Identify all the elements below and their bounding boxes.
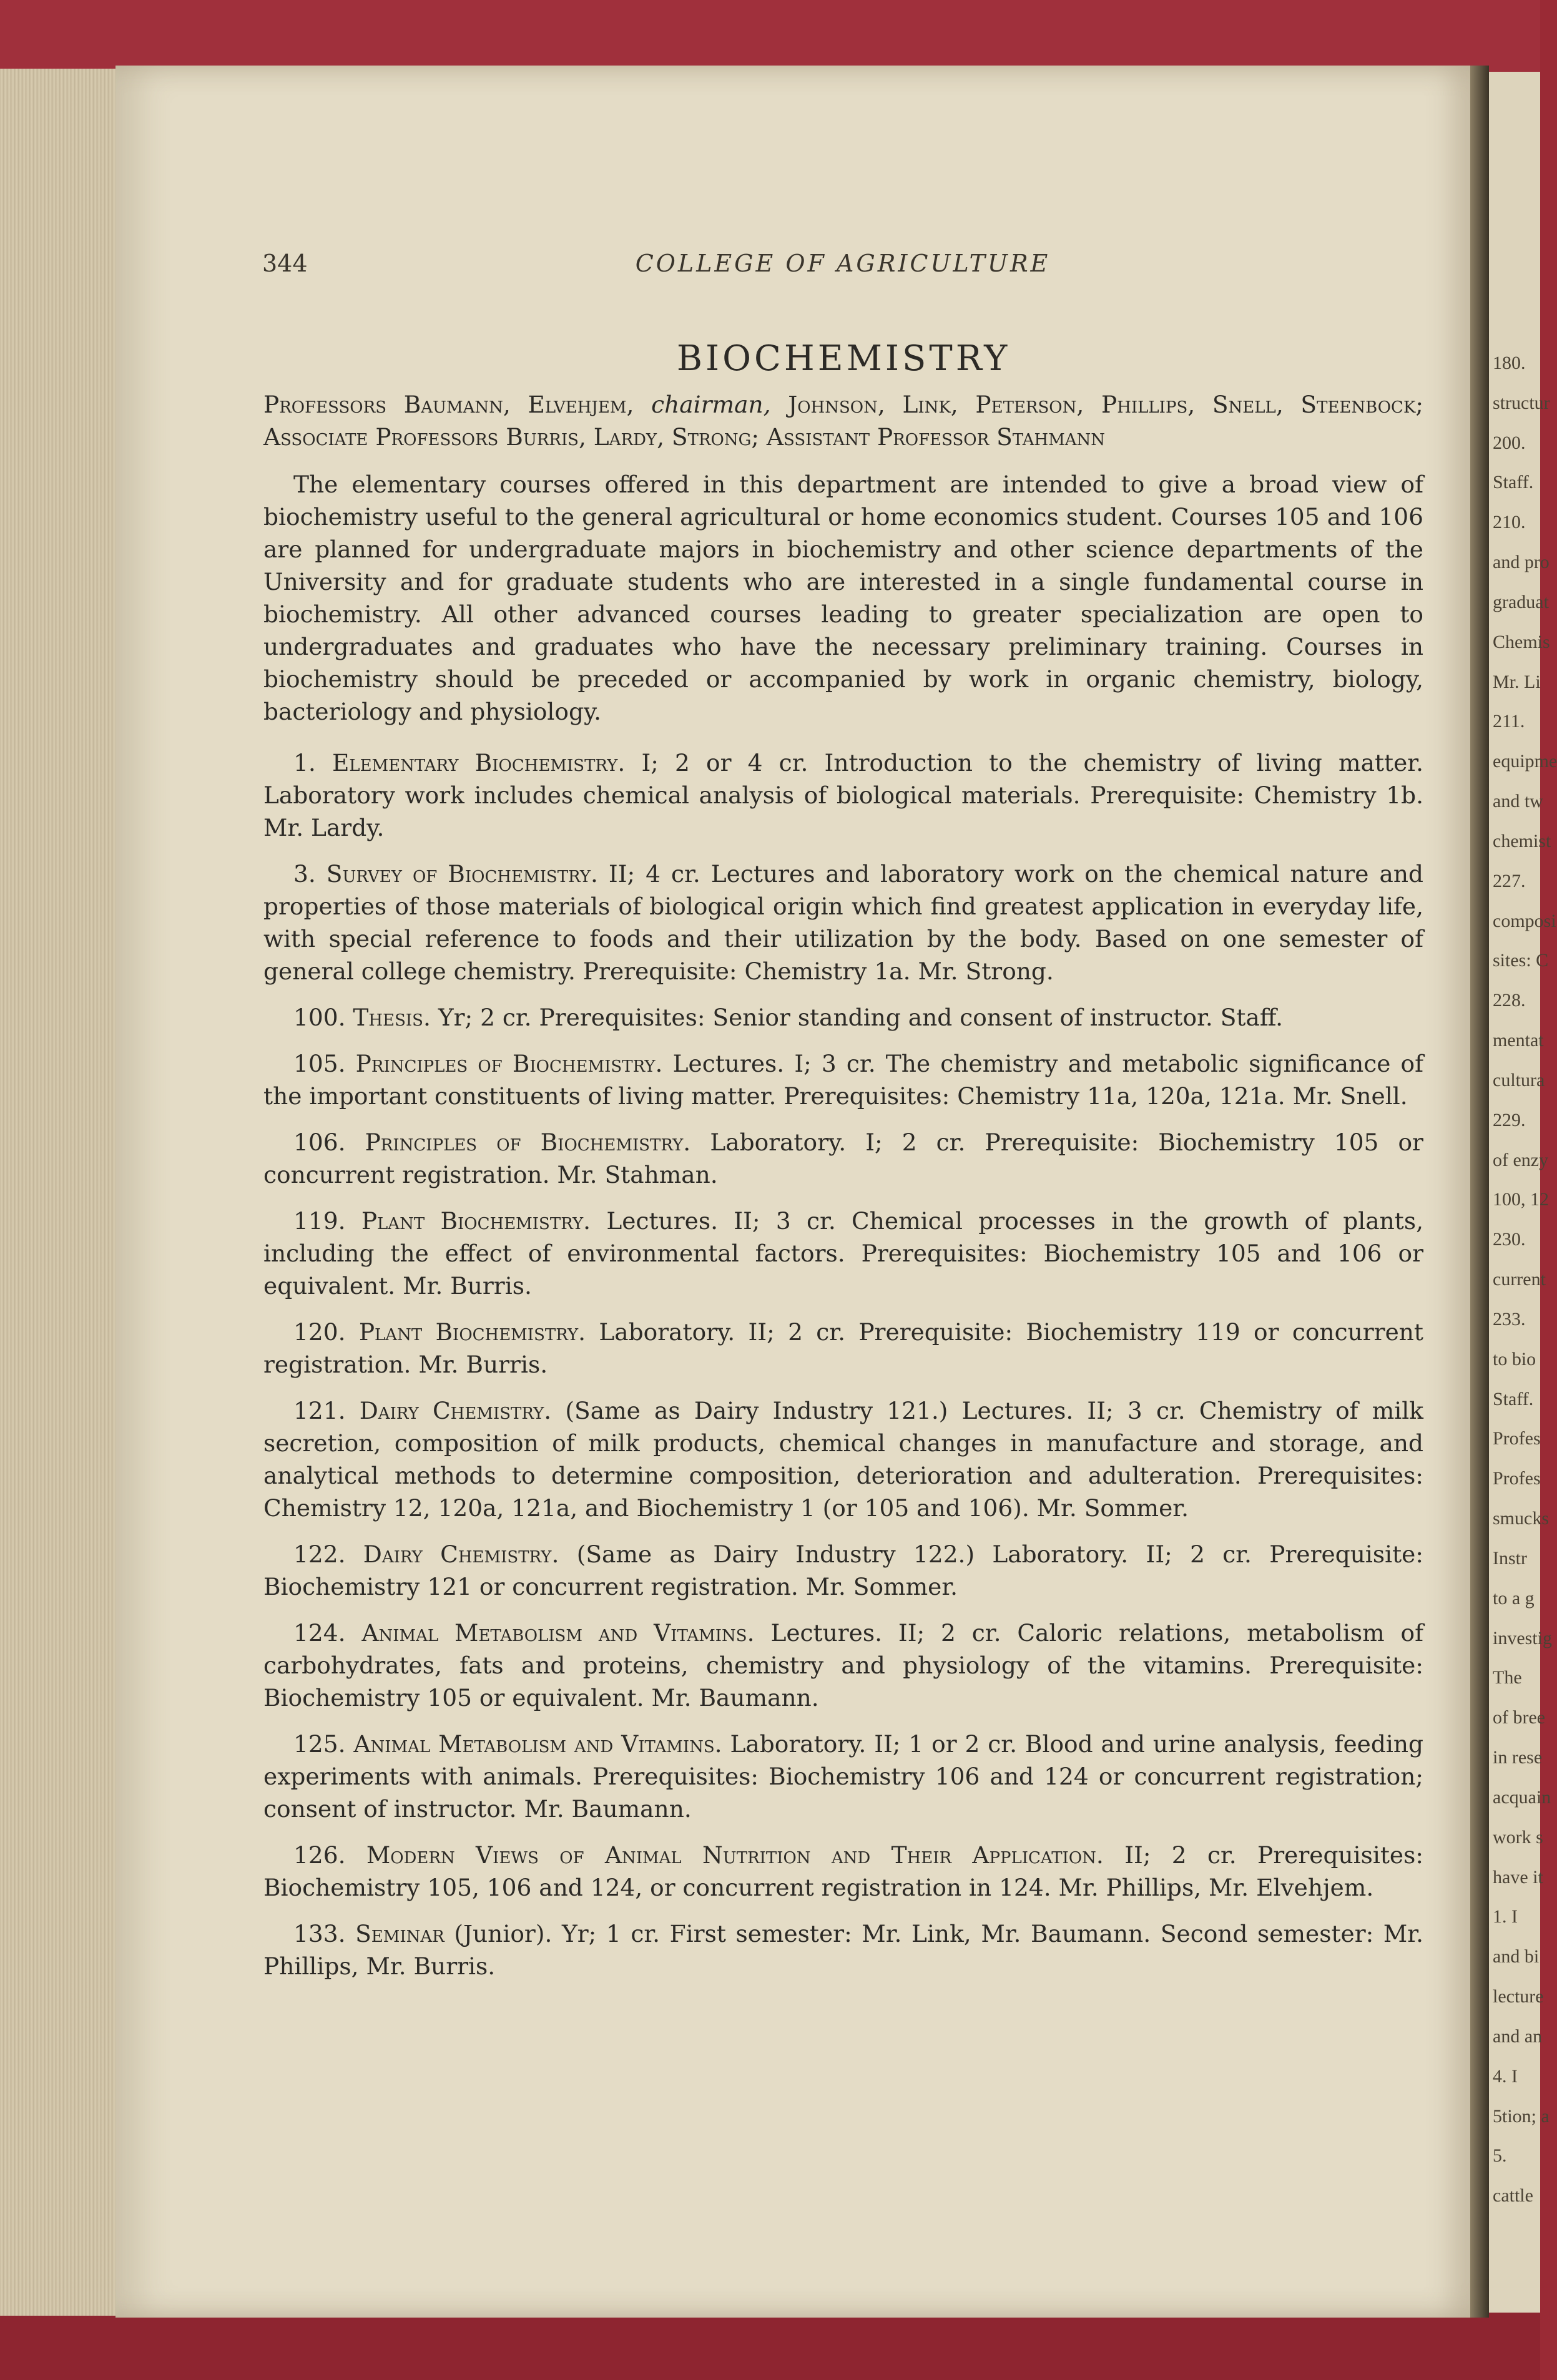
course-description: (Junior). Yr; 1 cr. First semester: Mr. Link, Mr. Baumann. Second semester: Mr. Phillips, Mr. Burris. [263, 1920, 1424, 1980]
adjacent-page-fragment: composi [1493, 911, 1556, 931]
associate-professors-names: Burris, Lardy, Strong; [506, 423, 759, 451]
adjacent-page-fragment: and an [1493, 2026, 1543, 2047]
course-number: 125. [293, 1730, 346, 1758]
course-title: Modern Views of Animal Nutrition and Their Application. [366, 1841, 1104, 1869]
course-title: Principles of Biochemistry. [365, 1129, 691, 1156]
course-list [263, 747, 1423, 1982]
course-description: Laboratory. II; 1 or 2 cr. Blood and urine analysis, feeding experiments with animals. Prerequisites: Biochemistry 106 and 124 or concurrent registration; consent of instructor. Mr. Baumann. [263, 1730, 1424, 1823]
adjacent-page-fragment: in rese [1493, 1747, 1543, 1768]
course-number: 121. [293, 1397, 346, 1424]
course-number: 105. [293, 1050, 346, 1077]
section-title: BIOCHEMISTRY [676, 338, 1011, 379]
adjacent-page-fragment: and tw [1493, 791, 1543, 811]
adjacent-page-fragment: investig [1493, 1628, 1552, 1648]
course-entry [263, 1538, 1423, 1603]
adjacent-page-fragment: 228. [1493, 990, 1526, 1011]
course-number: 126. [293, 1841, 346, 1869]
page-edges [0, 69, 125, 2316]
course-title: Animal Metabolism and Vitamins. [353, 1730, 722, 1758]
professors-names: Baumann, Elvehjem, [403, 391, 634, 418]
course-number: 3. [293, 860, 316, 888]
adjacent-page-fragment: cultura [1493, 1070, 1545, 1090]
professors-names-rest: Johnson, Link, Peterson, Phillips, Snell, Steenbock; [788, 391, 1424, 418]
course-number: 120. [293, 1318, 346, 1346]
adjacent-page [1489, 72, 1557, 2313]
adjacent-page-fragment: and bi [1493, 1946, 1540, 1967]
course-number: 119. [293, 1207, 346, 1235]
page-content [263, 337, 1423, 1996]
course-title: Thesis. [353, 1004, 431, 1031]
course-title: Elementary Biochemistry. [332, 749, 626, 776]
course-title: Dairy Chemistry. [363, 1540, 559, 1568]
adjacent-page-fragment: Instr [1493, 1548, 1527, 1569]
course-description: II; 2 cr. Prerequisites: Biochemistry 105, 106 and 124, or concurrent registration in 124. Mr. Phillips, Mr. Elvehjem. [263, 1841, 1423, 1901]
adjacent-page-fragment: of bree [1493, 1707, 1546, 1728]
adjacent-page-fragment: 200. [1493, 433, 1526, 453]
course-title: Principles of Biochemistry. [355, 1050, 663, 1077]
course-entry [263, 1001, 1423, 1034]
adjacent-page-fragment: 233. [1493, 1309, 1526, 1330]
course-number: 100. [293, 1004, 346, 1031]
adjacent-page-fragment: smucks [1493, 1508, 1549, 1529]
adjacent-page-fragment: The [1493, 1667, 1522, 1688]
book-gutter [1470, 66, 1489, 2318]
adjacent-page-fragment: to bio [1493, 1349, 1536, 1369]
adjacent-page-fragment: 100, 12 [1493, 1189, 1549, 1210]
associate-professors-label: Associate Professors [263, 423, 499, 451]
course-number: 133. [293, 1920, 346, 1947]
chairman-label: chairman, [651, 391, 771, 418]
course-number: 1. [293, 749, 316, 776]
course-description: Yr; 2 cr. Prerequisites: Senior standing and consent of instructor. Staff. [438, 1004, 1284, 1031]
adjacent-page-fragment: lecture [1493, 1986, 1544, 2007]
adjacent-page-fragment: current [1493, 1269, 1546, 1290]
course-number: 122. [293, 1540, 346, 1568]
assistant-professor-label: Assistant Professor [766, 423, 990, 451]
adjacent-page-fragment: mentat [1493, 1030, 1544, 1050]
course-description: I; 2 or 4 cr. Introduction to the chemistry of living matter. Laboratory work includes chemical analysis of biological materials. Prerequisite: Chemistry 1b. Mr. Lardy. [263, 749, 1424, 841]
adjacent-page-fragment: Mr. Li [1493, 672, 1541, 692]
adjacent-page-fragment: 211. [1493, 711, 1525, 732]
adjacent-page-fragment: equipme [1493, 751, 1557, 771]
adjacent-page-fragment: structur [1493, 393, 1550, 413]
adjacent-page-fragment: chemist [1493, 831, 1551, 851]
adjacent-page-fragment: 4. I [1493, 2066, 1518, 2087]
book-cover-bottom [0, 2309, 1540, 2380]
adjacent-page-fragment: Staff. [1493, 472, 1534, 492]
adjacent-page-fragment: Chemis [1493, 632, 1550, 652]
adjacent-page-fragment: 180. [1493, 353, 1526, 373]
adjacent-page-fragment: Profes [1493, 1428, 1541, 1449]
course-description: Lectures. II; 2 cr. Caloric relations, metabolism of carbohydrates, fats and proteins, chemistry and physiology of the vitamins. Prerequisite: Biochemistry 105 or equivalent. Mr. Baumann. [263, 1619, 1424, 1712]
adjacent-page-fragment: 5. [1493, 2145, 1507, 2166]
course-entry [263, 1839, 1423, 1904]
adjacent-page-fragment: sites: C [1493, 950, 1549, 971]
course-description: (Same as Dairy Industry 121.) Lectures. II; 3 cr. Chemistry of milk secretion, composition of milk products, chemical changes in manufacture and storage, and analytical methods to determine composition, deterioration and adulteration. Prerequisites: Chemistry 12, 120a, 121a, and Biochemistry 1 (or 105 and 106). Mr. Sommer. [263, 1397, 1424, 1522]
course-entry [263, 1917, 1423, 1982]
adjacent-page-fragment: and pro [1493, 552, 1550, 572]
course-description: Lectures. II; 3 cr. Chemical processes in the growth of plants, including the effect of environmental factors. Prerequisites: Biochemistry 105 and 106 or equivalent. Mr. Burris. [263, 1207, 1424, 1300]
adjacent-page-fragment: Profes [1493, 1468, 1541, 1489]
course-title: Plant Biochemistry. [361, 1207, 591, 1235]
book-cover-top [0, 0, 1540, 75]
course-number: 124. [293, 1619, 346, 1647]
course-entry [263, 1316, 1423, 1381]
course-description: (Same as Dairy Industry 122.) Laboratory. II; 2 cr. Prerequisite: Biochemistry 121 or concurrent registration. Mr. Sommer. [263, 1540, 1424, 1600]
adjacent-page-fragment: work s [1493, 1827, 1543, 1848]
adjacent-page-fragment: graduat [1493, 592, 1549, 612]
running-head: COLLEGE OF AGRICULTURE [635, 250, 1051, 277]
adjacent-page-fragment: have it [1493, 1867, 1543, 1888]
course-entry [263, 1728, 1423, 1825]
adjacent-page-fragment: acquain [1493, 1787, 1551, 1808]
course-description: Laboratory. II; 2 cr. Prerequisite: Biochemistry 119 or concurrent registration. Mr. Burris. [263, 1318, 1423, 1378]
course-entry [263, 1205, 1423, 1302]
course-description: Laboratory. I; 2 cr. Prerequisite: Biochemistry 105 or concurrent registration. Mr. Stahman. [263, 1129, 1423, 1188]
page-header [262, 250, 1423, 287]
course-number: 106. [293, 1129, 346, 1156]
course-title: Dairy Chemistry. [359, 1397, 552, 1424]
adjacent-page-fragment: 227. [1493, 871, 1526, 891]
course-entry [263, 1394, 1423, 1524]
course-title: Plant Biochemistry. [358, 1318, 586, 1346]
adjacent-page-fragment: Staff. [1493, 1389, 1534, 1409]
course-entry [263, 1047, 1423, 1112]
course-description: II; 4 cr. Lectures and laboratory work on the chemical nature and properties of those materials of biological origin which find greatest application in everyday life, with special reference to foods and their utilization by the body. Based on one semester of general college chemistry. Prerequisite: Chemistry 1a. Mr. Strong. [263, 860, 1423, 985]
course-entry [263, 747, 1423, 844]
adjacent-page-fragment: 5tion; a [1493, 2106, 1550, 2127]
page-number: 344 [262, 250, 308, 277]
course-description: Lectures. I; 3 cr. The chemistry and metabolic significance of the important constituents of living matter. Prerequisites: Chemistry 11a, 120a, 121a. Mr. Snell. [263, 1050, 1424, 1110]
adjacent-page-fragment: 229. [1493, 1110, 1526, 1130]
assistant-professor-name: Stahmann [996, 423, 1106, 451]
course-entry [263, 1126, 1423, 1191]
professors-label: Professors [263, 391, 387, 418]
course-entry [263, 1617, 1423, 1714]
adjacent-page-fragment: 1. I [1493, 1906, 1518, 1927]
course-title: Survey of Biochemistry. [326, 860, 598, 888]
adjacent-page-fragment: cattle [1493, 2185, 1533, 2206]
course-title: Animal Metabolism and Vitamins. [361, 1619, 755, 1647]
adjacent-page-fragment: 230. [1493, 1229, 1526, 1250]
course-entry [263, 858, 1423, 987]
adjacent-page-fragment: 210. [1493, 512, 1526, 532]
intro-paragraph: The elementary courses offered in this department are intended to give a broad view of biochemistry useful to the general agricultural or home economics student. Courses 105 and 106 are planned for undergraduate majors in biochemistry and other science departments of the University and for graduate students who are interested in a single fundamental course in biochemistry. All other advanced courses leading to greater specialization are open to undergraduates and graduates who have the necessary preliminary training. Courses in biochemistry should be preceded or accompanied by work in organic chemistry, biology, bacteriology and physiology. [263, 471, 1423, 725]
adjacent-page-fragment: of enzy [1493, 1150, 1549, 1170]
faculty-list [263, 388, 1423, 453]
adjacent-page-fragment: to a g [1493, 1588, 1535, 1609]
course-title: Seminar [355, 1920, 445, 1947]
